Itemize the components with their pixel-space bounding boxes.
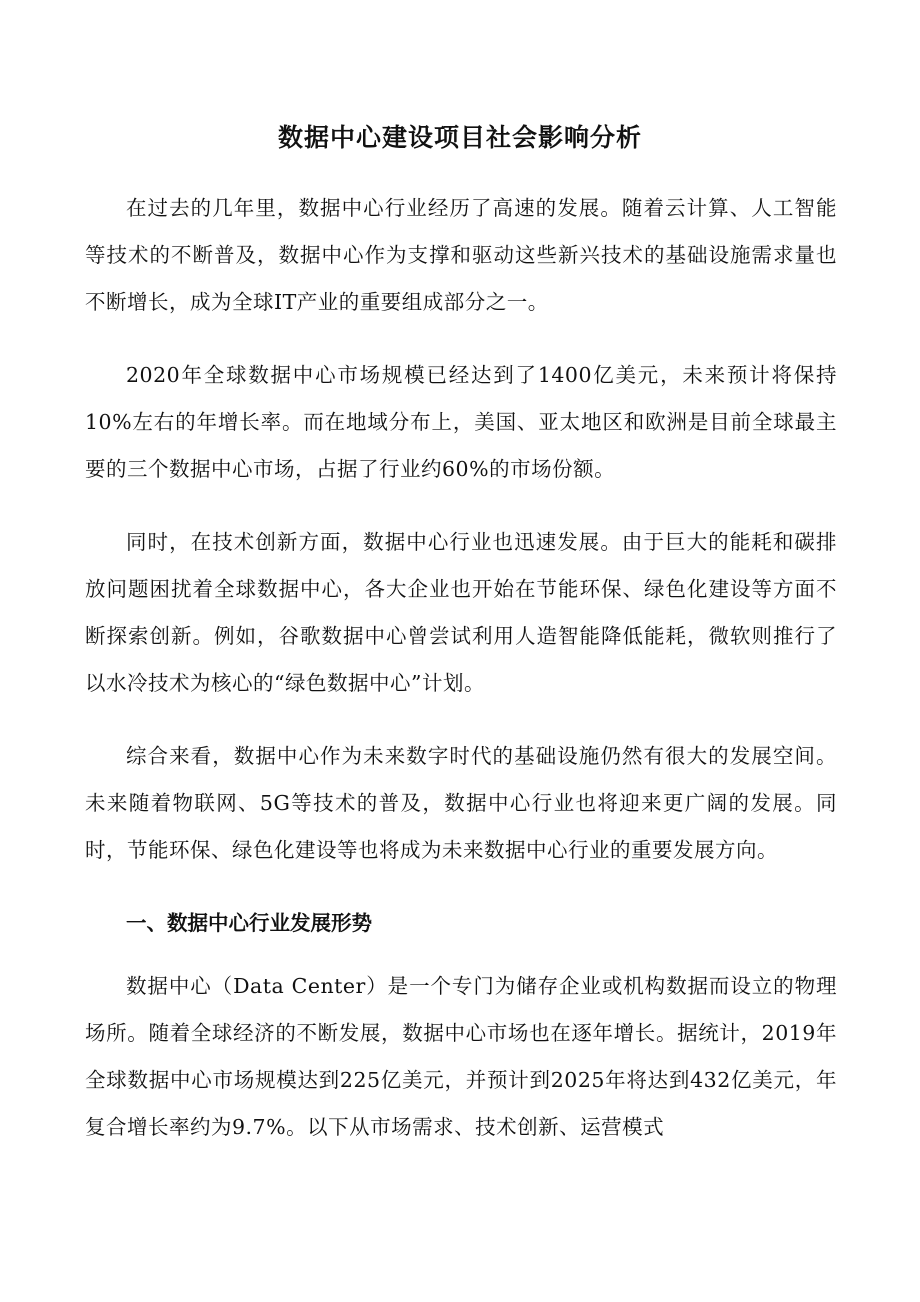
paragraph-intro: 在过去的几年里，数据中心行业经历了高速的发展。随着云计算、人工智能等技术的不断普及，数据中心作为支撑和驱动这些新兴技术的基础设施需求量也不断增长，成为全球IT产业的重要组成部分之一。 <box>85 196 837 314</box>
document-title: 数据中心建设项目社会影响分析 <box>277 123 642 152</box>
section-heading: 一、数据中心行业发展形势 <box>126 911 372 935</box>
paragraph-technology: 同时，在技术创新方面，数据中心行业也迅速发展。由于巨大的能耗和碳排放问题困扰着全球数据中心，各大企业也开始在节能环保、绿色化建设等方面不断探索创新。例如，谷歌数据中心曾尝试利用人造智能降低能耗，微软则推行了以水冷技术为核心的“绿色数据中心”计划。 <box>85 530 837 695</box>
paragraph-section-one: 数据中心（Data Center）是一个专门为储存企业或机构数据而设立的物理场所。随着全球经济的不断发展，数据中心市场也在逐年增长。据统计，2019年全球数据中心市场规模达到225亿美元，并预计到2025年将达到432亿美元，年复合增长率约为9.7%。以下从市场需求、技术创新、运营模式 <box>85 974 837 1139</box>
paragraph-summary: 综合来看，数据中心作为未来数字时代的基础设施仍然有很大的发展空间。未来随着物联网、5G等技术的普及，数据中心行业也将迎来更广阔的发展。同时，节能环保、绿色化建设等也将成为未来数据中心行业的重要发展方向。 <box>85 744 837 862</box>
paragraph-market-size: 2020年全球数据中心市场规模已经达到了1400亿美元，未来预计将保持10%左右的年增长率。而在地域分布上，美国、亚太地区和欧洲是目前全球最主要的三个数据中心市场，占据了行业约60%的市场份额。 <box>85 363 837 481</box>
document-body <box>85 185 837 1177</box>
